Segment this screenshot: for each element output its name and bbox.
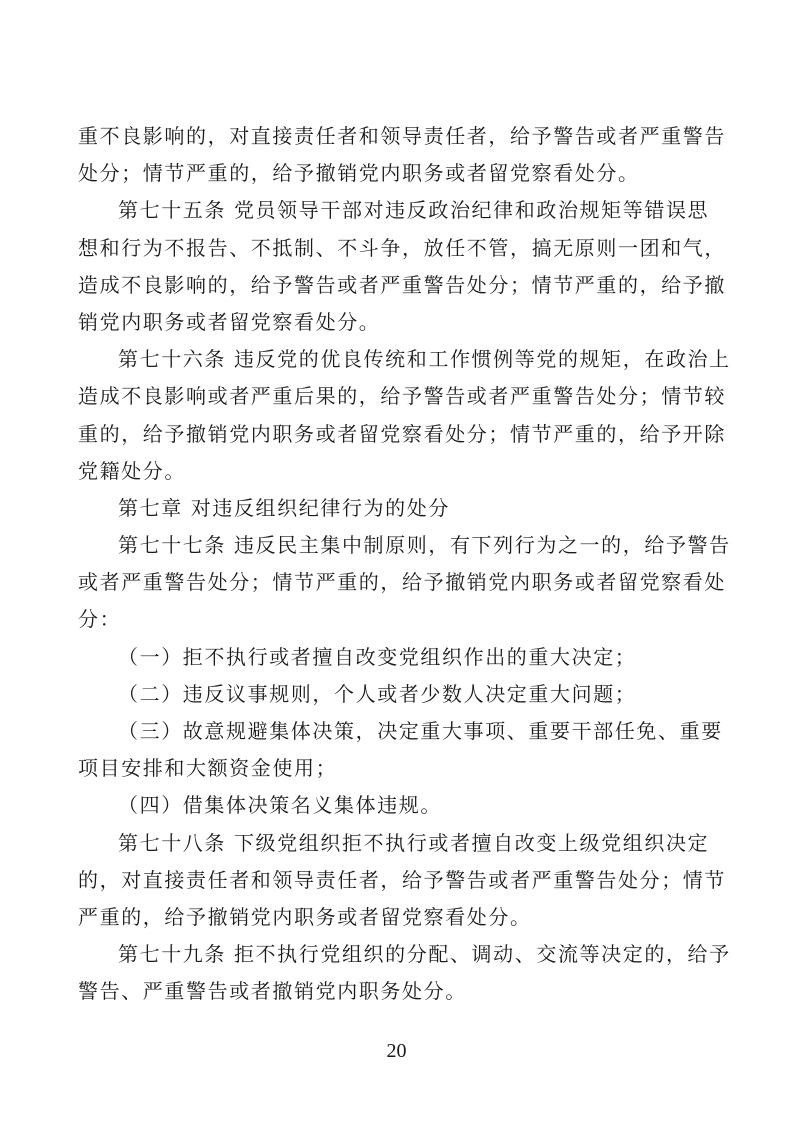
text-line: 的，对直接责任者和领导责任者，给予警告或者严重警告处分；情节 <box>78 867 726 892</box>
list-item: （一）拒不执行或者擅自改变党组织作出的重大决定； <box>118 644 637 669</box>
text-line: 重不良影响的，对直接责任者和领导责任者，给予警告或者严重警告 <box>78 124 726 148</box>
text-line: 造成不良影响的，给予警告或者严重警告处分；情节严重的，给予撤 <box>78 272 726 297</box>
chapter-7-title: 第七章 对违反组织纪律行为的处分 <box>118 495 450 520</box>
text-line: 处分；情节严重的，给予撤销党内职务或者留党察看处分。 <box>78 161 640 186</box>
article-76-heading: 第七十六条 违反党的优良传统和工作惯例等党的规矩，在政治上 <box>118 347 731 372</box>
text-line: 或者严重警告处分；情节严重的，给予撤销党内职务或者留党察看处 <box>78 570 726 595</box>
list-item: （四）借集体决策名义集体违规。 <box>118 793 442 818</box>
text-line: 党籍处分。 <box>78 458 186 483</box>
list-item: （二）违反议事规则，个人或者少数人决定重大问题； <box>118 681 637 706</box>
list-item: （三）故意规避集体决策，决定重大事项、重要干部任免、重要 <box>118 719 723 743</box>
text-line: 警告、严重警告或者撤销党内职务处分。 <box>78 979 467 1004</box>
text-line: 项目安排和大额资金使用； <box>78 756 338 781</box>
text-line: 严重的，给予撤销党内职务或者留党察看处分。 <box>78 904 532 929</box>
text-line: 造成不良影响或者严重后果的，给予警告或者严重警告处分；情节较 <box>78 384 726 409</box>
document-body <box>78 118 731 1011</box>
text-line: 销党内职务或者留党察看处分。 <box>78 309 381 334</box>
text-line: 重的，给予撤销党内职务或者留党察看处分；情节严重的，给予开除 <box>78 421 726 446</box>
text-line: 分： <box>78 607 122 632</box>
article-77-heading: 第七十七条 违反民主集中制原则，有下列行为之一的，给予警告 <box>118 533 731 558</box>
article-79-heading: 第七十九条 拒不执行党组织的分配、调动、交流等决定的，给予 <box>118 942 731 967</box>
page-number: 20 <box>386 1040 407 1062</box>
article-75-heading: 第七十五条 党员领导干部对违反政治纪律和政治规矩等错误思 <box>118 198 710 223</box>
article-78-heading: 第七十八条 下级党组织拒不执行或者擅自改变上级党组织决定 <box>118 830 710 855</box>
text-line: 想和行为不报告、不抵制、不斗争，放任不管，搞无原则一团和气， <box>78 235 726 260</box>
